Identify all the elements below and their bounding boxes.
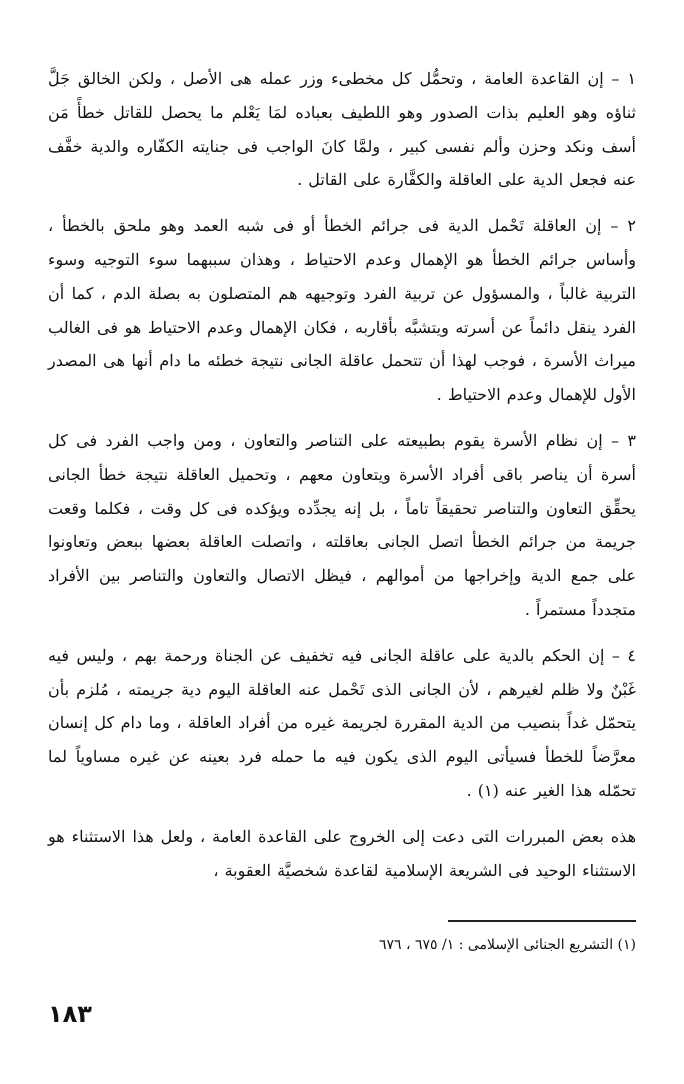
paragraph-5: هذه بعض المبررات التى دعت إلى الخروج على القاعدة العامة ، ولعل هذا الاستثناء هو الاستثناء الوحيد فى الشريعة الإسلامية لقاعدة شخصيَّة العقوبة ، [48,826,636,880]
footnote-divider [448,920,636,922]
paragraph-2: ٢ – إن العاقلة تَحْمل الدية فى جرائم الخطأ أو فى شبه العمد وهو ملحق بالخطأ ، وأساس جرائم الخطأ هو الإهمال وعدم الاحتياط ، وهذان سببهما سوء التوجيه وسوء التربية غالباً ، والمسؤول عن تربية الفرد وتوجيهه هم المتصلون به بصلة الدم ، كما أن الفرد ينقل دائماً عن أسرته ويتشبَّه بأقاربه ، فكان الإهمال وعدم الاحتياط هو فى الغالب ميراث الأسرة ، فوجب لهذا أن تتحمل عاقلة الجانى نتيجة خطئه ما دام أنها هى المصدر الأول للإهمال وعدم الاحتياط . [48,216,636,405]
page-number: ١٨٣ [48,1000,92,1028]
paragraph-1: ١ – إن القاعدة العامة ، وتحمُّل كل مخطىء وزر عمله هى الأصل ، ولكن الخالق جَلَّ ثناؤه وهو العليم بذات الصدور وهو اللطيف بعباده لمَا يَعْلم ما يحصل للقاتل خطأً مَن أسف ونكد وحزن وألم نفسى كبير ، ولمَّا كانَ الواجب فى جنايته الكفّاره والدية خفَّف عنه فجعل الدية على العاقلة والكفَّارة على القاتل . [48,69,636,190]
paragraph-4: ٤ – إن الحكم بالدية على عاقلة الجانى فيه تخفيف عن الجناة ورحمة بهم ، وليس فيه غَبْنٌ ولا ظلم لغيرهم ، لأن الجانى الذى تَحْمل عنه العاقلة اليوم دية جريمته ، مُلزم بأن يتحمّل غداً بنصيب من الدية المقررة لجريمة غيره من أفراد العاقلة ، وما دام كل إنسان معرَّضاً للخطأ فسيأتى اليوم الذى يكون فيه ما حمله فرد بعينه عن غيره مساوياً لما تحمّله هذا الغير عنه (١) . [48,645,637,800]
paragraph-3: ٣ – إن نظام الأسرة يقوم بطبيعته على التناصر والتعاون ، ومن واجب الفرد فى كل أسرة أن يناصر باقى أفراد الأسرة ويتعاون معهم ، وتحميل العاقلة نتيجة خطأ الجانى يحقِّق التعاون والتناصر تحقيقاً تاماً ، بل إنه يجدِّده ويؤكده فى كل وقت ، فكلما وقعت جريمة من جرائم الخطأ اتصل الجانى بعاقلته ، واتصلت العاقلة بعضها ببعض وتعاونوا على جمع الدية وإخراجها من أموالهم ، فيظل الاتصال والتعاون والتناصر بين الأفراد متجدداً مستمراً . [48,430,637,619]
footnote: (١) التشريع الجنائى الإسلامى : ١/ ٦٧٥ ، ٦٧٦ [379,937,636,953]
